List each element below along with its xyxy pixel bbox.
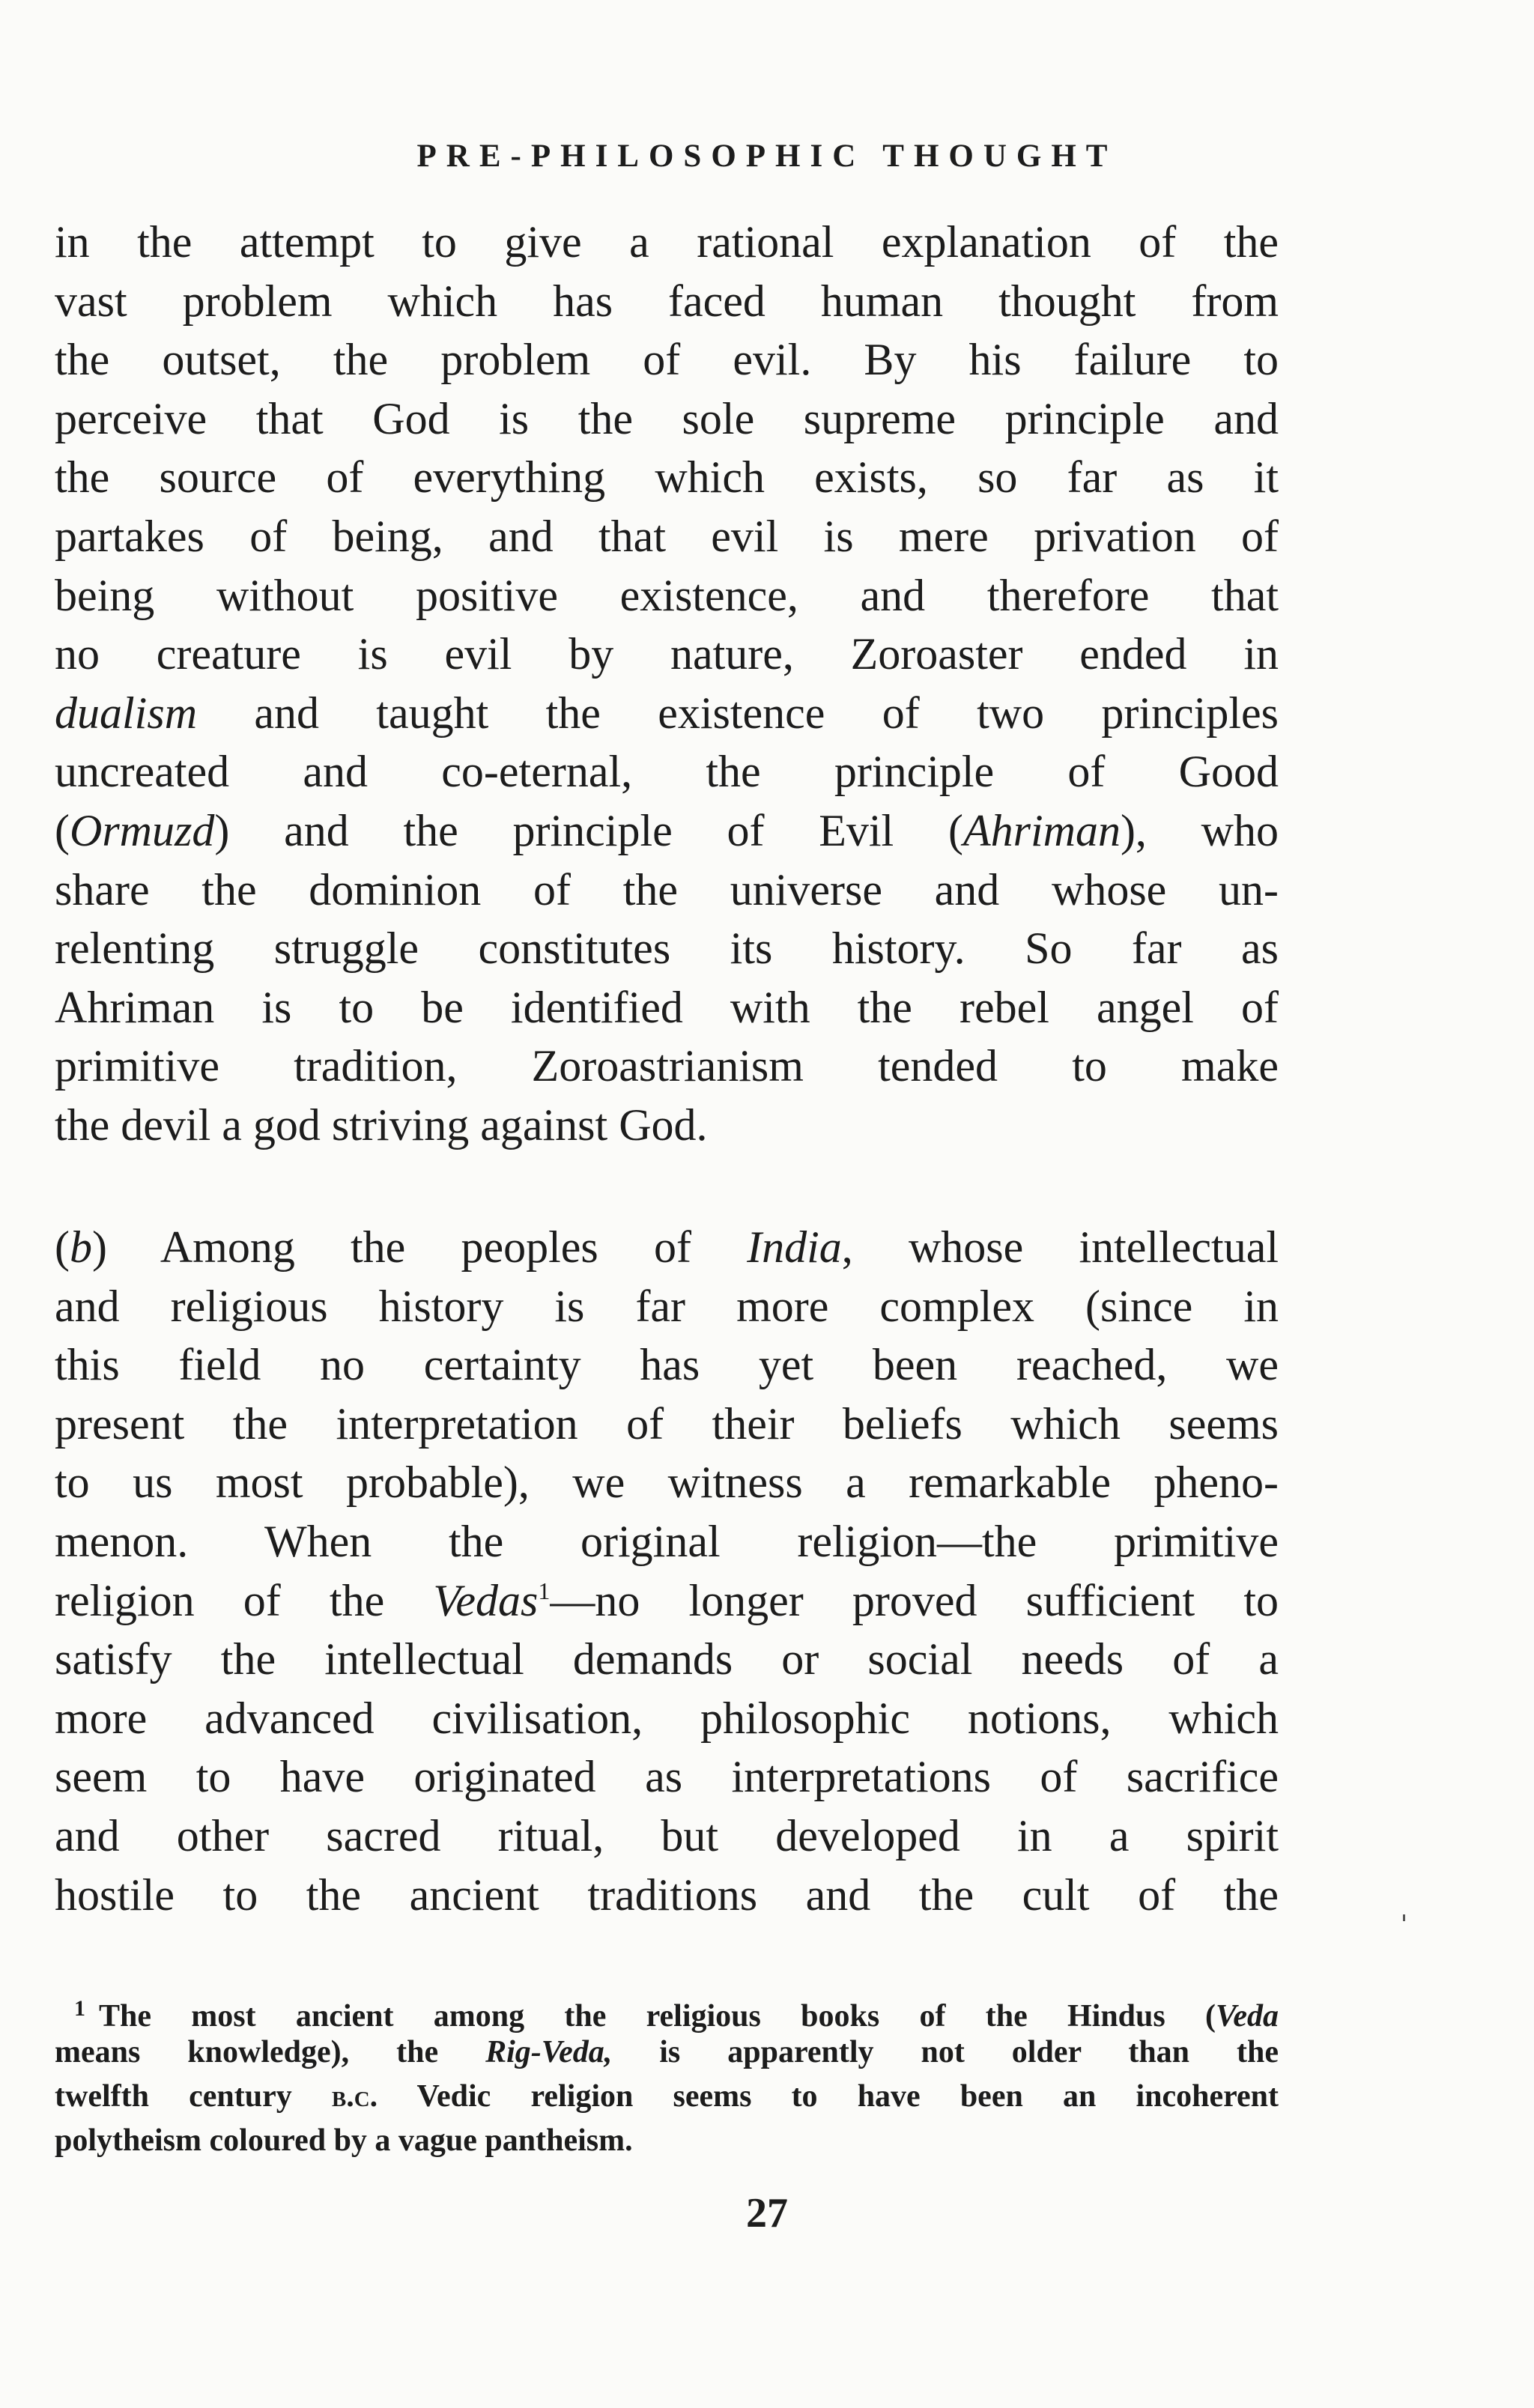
text-line: [55, 1571, 1279, 1631]
text-run: (: [55, 805, 70, 855]
italic-term: dualism: [55, 688, 198, 738]
text-line: relenting struggle constitutes its history. So far as: [55, 924, 1279, 974]
italic-term: Veda: [1216, 1999, 1279, 2034]
text-line: [55, 684, 1279, 743]
text-run: Vedic religion seems to have been an incoherent: [378, 2079, 1279, 2114]
footnote-line: [55, 2075, 1279, 2119]
footnote-marker: 1: [74, 1996, 85, 2021]
paragraph-zoroaster: [55, 213, 1279, 1155]
text-run: ), who: [1120, 805, 1279, 855]
text-line: and other sacred ritual, but developed in a spirit: [55, 1810, 1279, 1860]
text-run: means knowledge), the: [55, 2035, 486, 2069]
text-line: the outset, the problem of evil. By his failure to: [55, 335, 1279, 385]
text-line: perceive that God is the sole supreme principle and: [55, 393, 1279, 443]
footnote-line: [55, 1986, 1279, 2034]
text-line: this field no certainty has yet been reached, we: [55, 1340, 1279, 1390]
print-speck: [1403, 1914, 1405, 1921]
text-line: the devil a god striving against God.: [55, 1100, 708, 1150]
text-line: [55, 801, 1279, 861]
text-run: (: [55, 1222, 70, 1272]
text-line: being without positive existence, and therefore that: [55, 570, 1279, 620]
footnote-line: [55, 2031, 1279, 2075]
text-line: uncreated and co-eternal, the principle of Good: [55, 747, 1279, 797]
text-line: share the dominion of the universe and whose un-: [55, 864, 1279, 915]
italic-term: Rig-Veda,: [485, 2035, 613, 2069]
running-head: PRE-PHILOSOPHIC THOUGHT: [416, 139, 1118, 174]
italic-term: Vedas: [433, 1575, 539, 1625]
text-line: vast problem which has faced human thought from: [55, 276, 1279, 326]
text-run: The most ancient among the religious books of the Hindus (: [99, 1999, 1216, 2034]
footnote: [55, 1986, 1279, 2163]
text-line: [55, 1218, 1279, 1277]
italic-term: Ahriman: [962, 805, 1121, 855]
text-run: ) and the principle of Evil (: [214, 805, 963, 855]
text-run: is apparently not older than the: [612, 2035, 1279, 2069]
text-line: menon. When the original religion—the primitive: [55, 1516, 1279, 1566]
text-run: —no longer proved sufficient to: [550, 1575, 1279, 1625]
text-line: in the attempt to give a rational explanation of the: [55, 217, 1279, 267]
footnote-line: polytheism coloured by a vague pantheism.: [55, 2123, 633, 2158]
text-line: no creature is evil by nature, Zoroaster ended in: [55, 629, 1279, 679]
text-line: satisfy the intellectual demands or social needs of a: [55, 1634, 1279, 1684]
italic-term: India: [747, 1222, 842, 1272]
text-line: to us most probable), we witness a remarkable pheno-: [55, 1458, 1279, 1508]
text-run: religion of the: [55, 1575, 434, 1625]
text-line: hostile to the ancient traditions and the cult of the: [55, 1869, 1279, 1920]
text-line: partakes of being, and that evil is mere privation of: [55, 511, 1279, 561]
text-line: the source of everything which exists, so far as it: [55, 452, 1279, 503]
footnote-reference: 1: [538, 1577, 551, 1604]
text-line: seem to have originated as interpretations of sacrifice: [55, 1752, 1279, 1802]
text-run: ) Among the peoples of: [91, 1222, 748, 1272]
paragraph-india: [55, 1218, 1279, 1924]
text-line: primitive tradition, Zoroastrianism tended to make: [55, 1041, 1279, 1091]
italic-term: b: [69, 1222, 92, 1272]
text-run: and taught the existence of two principles: [197, 688, 1279, 738]
text-line: Ahriman is to be identified with the rebel angel of: [55, 982, 1279, 1032]
italic-term: Ormuzd: [69, 805, 215, 855]
small-caps-term: b.c.: [331, 2079, 378, 2114]
page-number: 27: [746, 2190, 788, 2236]
text-line: and religious history is far more complex (since in: [55, 1281, 1279, 1331]
text-line: present the interpretation of their beliefs which seems: [55, 1398, 1279, 1449]
text-line: more advanced civilisation, philosophic notions, which: [55, 1693, 1279, 1743]
text-run: , whose intellectual: [841, 1222, 1279, 1272]
text-run: twelfth century: [55, 2079, 332, 2114]
